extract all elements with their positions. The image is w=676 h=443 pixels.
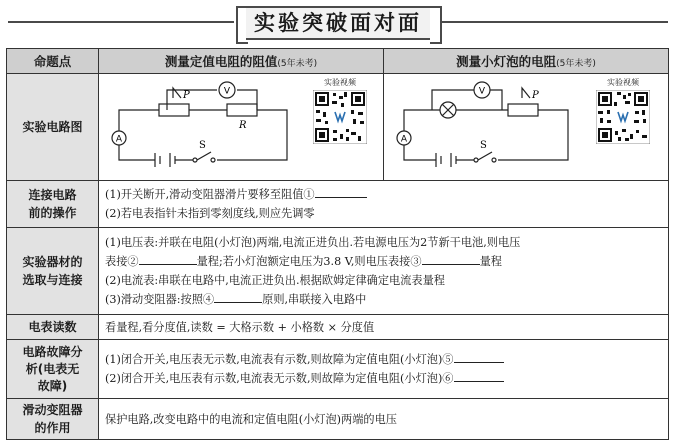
- answer-blank-6[interactable]: [454, 369, 504, 382]
- qr-code-icon: [313, 90, 367, 144]
- resistor-circuit-diagram: [107, 80, 307, 176]
- fault-line2-text: (2)闭合开关,电压表有示数,电流表无示数,则故障为定值电阻(小灯泡)⑥: [105, 372, 454, 385]
- banner-rule-left: [8, 21, 234, 23]
- equipment-line2: [105, 252, 662, 271]
- ammeter-label-2: A: [400, 134, 408, 145]
- table-row-circuit: [7, 74, 669, 181]
- answer-blank-5[interactable]: [454, 350, 504, 363]
- row-label-equipment-line1: 实验器材的: [22, 255, 83, 269]
- experiment-table: [6, 48, 669, 440]
- equipment-line2-part3: 量程: [479, 255, 502, 268]
- row-label-before-connecting-line1: 连接电路: [28, 188, 77, 202]
- before-connecting-content: [99, 181, 669, 228]
- qr-code-icon: [596, 90, 650, 144]
- equipment-line1: (1)电压表:并联在电阻(小灯泡)两端,电流正进负出.若电源电压为2节新干电池,则电压: [105, 236, 521, 249]
- row-label-fault-line2: 析(电表无: [25, 361, 80, 376]
- equipment-line4-part1: (3)滑动变阻器:按照④: [105, 293, 215, 306]
- before-connecting-line1-text: (1)开关断开,滑动变阻器滑片要移至阻值①: [105, 188, 315, 201]
- header-experiment-1-note: (5年未考): [277, 59, 318, 69]
- table-row-before-connecting: [7, 181, 669, 228]
- table-row-fault: [7, 340, 669, 399]
- answer-blank-3[interactable]: [422, 252, 480, 265]
- ammeter-label: A: [115, 134, 123, 145]
- voltmeter-label-2: V: [478, 86, 486, 97]
- table-row-equipment: [7, 228, 669, 315]
- equipment-line3: (2)电流表:串联在电路中,电流正进负出.根据欧姆定律确定电流表量程: [105, 274, 445, 287]
- switch-label: S: [199, 140, 206, 151]
- row-label-fault: [7, 340, 99, 399]
- row-label-circuit: 实验电路图: [7, 74, 99, 181]
- answer-blank-4[interactable]: [214, 290, 262, 303]
- before-connecting-line1: [105, 185, 662, 204]
- row-label-fault-line1: 电路故障分: [22, 344, 83, 359]
- row-label-before-connecting-line2: 前的操作: [28, 206, 77, 220]
- equipment-content: [99, 228, 669, 315]
- banner-rule-right: [442, 21, 668, 23]
- page-title: 实验突破面对面: [246, 6, 430, 40]
- equipment-line2-part1: 表接②: [105, 255, 139, 268]
- row-label-before-connecting: [7, 181, 99, 228]
- before-connecting-line2: (2)若电表指针未指到零刻度线,则应先调零: [105, 207, 315, 220]
- circuit-diagram-resistor-cell: [99, 74, 384, 181]
- title-banner: [0, 0, 676, 44]
- voltmeter-label: V: [223, 86, 231, 97]
- row-label-rheostat: [7, 399, 99, 440]
- table-header-row: [7, 49, 669, 74]
- header-experiment-2-title: 测量小灯泡的电阻: [456, 54, 557, 69]
- row-label-equipment: [7, 228, 99, 315]
- header-experiment-1-title: 测量定值电阻的阻值: [164, 54, 278, 69]
- row-label-reading: 电表读数: [7, 315, 99, 340]
- table-row-rheostat: [7, 399, 669, 440]
- resistor-label: R: [239, 120, 247, 131]
- rheostat-content: 保护电路,改变电路中的电流和定值电阻(小灯泡)两端的电压: [99, 399, 669, 440]
- rheostat-label: P: [183, 90, 190, 101]
- fault-line1-text: (1)闭合开关,电压表无示数,电流表有示数,则故障为定值电阻(小灯泡)⑤: [105, 353, 454, 366]
- answer-blank-1[interactable]: [315, 185, 367, 198]
- equipment-line4-part2: 原则,串联接入电路中: [262, 293, 367, 306]
- switch-label-2: S: [480, 140, 487, 151]
- header-experiment-1: [99, 49, 384, 74]
- table-row-reading: [7, 315, 669, 340]
- header-experiment-2: [384, 49, 669, 74]
- banner-bracket-right: [430, 6, 442, 44]
- fault-content: [99, 340, 669, 399]
- header-topic: 命题点: [7, 49, 99, 74]
- qr-caption-2: 实验视频: [607, 78, 639, 87]
- fault-line2: [105, 369, 662, 388]
- circuit-diagram-lamp-cell: [384, 74, 669, 181]
- fault-line1: [105, 350, 662, 369]
- row-label-equipment-line2: 选取与连接: [22, 273, 83, 287]
- qr-caption-1: 实验视频: [324, 78, 356, 87]
- qr-code-1[interactable]: [309, 78, 371, 144]
- equipment-line2-part2: 量程;若小灯泡额定电压为3.8 V,则电压表接③: [196, 255, 422, 268]
- rheostat-label-2: P: [532, 90, 539, 101]
- equipment-line4: [105, 290, 662, 309]
- header-experiment-2-note: (5年未考): [556, 59, 596, 69]
- row-label-fault-line3: 故障): [37, 378, 68, 393]
- row-label-rheostat-line2: 的作用: [34, 421, 71, 435]
- qr-code-2[interactable]: [592, 78, 654, 144]
- reading-content: 看量程,看分度值,读数 = 大格示数 + 小格数 × 分度值: [99, 315, 669, 340]
- row-label-rheostat-line1: 滑动变阻器: [22, 403, 83, 417]
- lamp-circuit-diagram: [392, 80, 592, 176]
- answer-blank-2[interactable]: [139, 252, 197, 265]
